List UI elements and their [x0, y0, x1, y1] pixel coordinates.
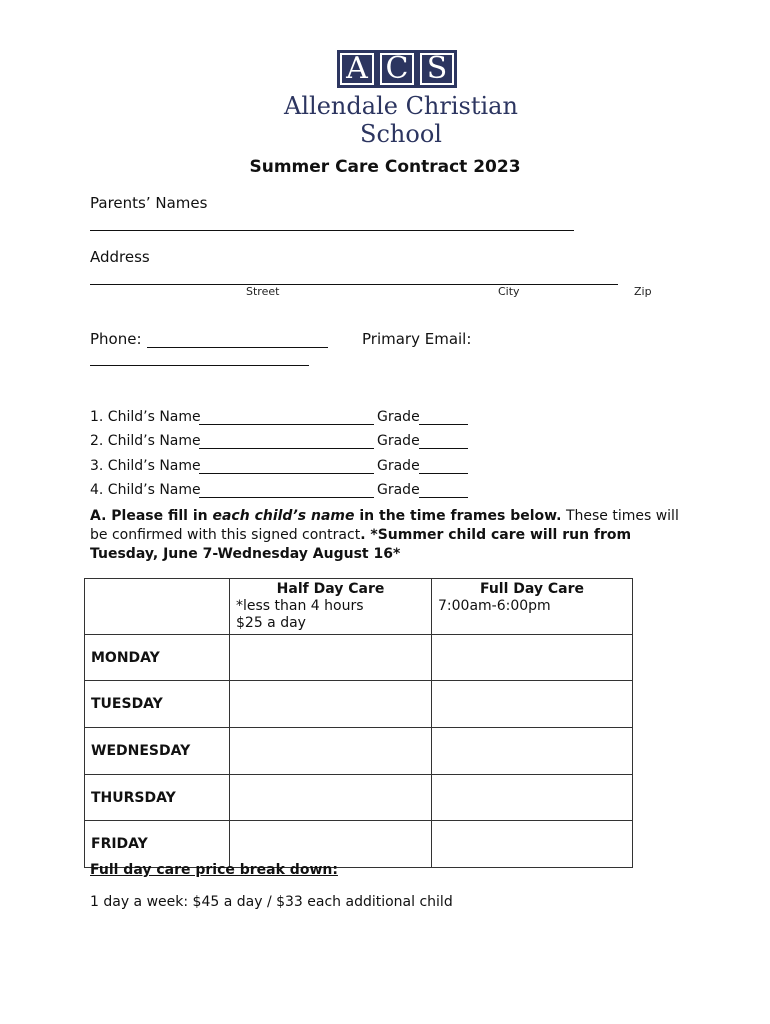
logo-letter-s: S [418, 51, 456, 87]
school-logo [338, 51, 456, 87]
day-label: FRIDAY [85, 821, 230, 868]
child-name-label: 4. Child’s Name [90, 482, 201, 498]
instructions-paragraph [90, 507, 690, 564]
grade-field[interactable] [419, 448, 468, 449]
full-day-cell[interactable] [432, 635, 633, 681]
half-day-cell[interactable] [230, 635, 432, 681]
day-label: THURSDAY [85, 775, 230, 821]
child-row-4 [90, 482, 201, 498]
day-label: WEDNESDAY [85, 728, 230, 775]
child-name-field[interactable] [199, 448, 374, 449]
price-breakdown-heading: Full day care price break down: [90, 862, 338, 878]
half-day-cell[interactable] [230, 775, 432, 821]
email-field[interactable] [90, 365, 309, 366]
child-name-field[interactable] [199, 473, 374, 474]
child-row-3 [90, 458, 201, 474]
table-row [85, 775, 633, 821]
child-name-label: 2. Child’s Name [90, 433, 201, 449]
child-name-label: 3. Child’s Name [90, 458, 201, 474]
full-day-header [432, 579, 633, 635]
instructions-part3: in the time frames below. [354, 508, 562, 524]
instructions-part5: . *Summer child care will run from Tuesday, June 7-Wednesday August 16* [90, 527, 632, 562]
logo-letter-c: C [378, 51, 416, 87]
page-title: Summer Care Contract 2023 [249, 157, 521, 177]
grade-label: Grade [377, 409, 420, 425]
half-day-cell[interactable] [230, 728, 432, 775]
child-name-field[interactable] [199, 497, 374, 498]
table-row [85, 728, 633, 775]
table-row [85, 681, 633, 728]
email-label: Primary Email: [362, 330, 472, 348]
day-label: MONDAY [85, 635, 230, 681]
full-day-cell[interactable] [432, 728, 633, 775]
child-name-field[interactable] [199, 424, 374, 425]
child-row-1 [90, 409, 201, 425]
table-row [85, 821, 633, 868]
full-day-cell[interactable] [432, 821, 633, 868]
schedule-table [84, 578, 633, 868]
half-day-header [230, 579, 432, 635]
phone-label: Phone: [90, 330, 142, 348]
address-label: Address [90, 248, 150, 266]
parents-names-label: Parents’ Names [90, 194, 208, 212]
grade-label: Grade [377, 482, 420, 498]
table-header-row [85, 579, 633, 635]
instructions-part2: each child’s name [212, 508, 355, 524]
logo-letter-a: A [338, 51, 376, 87]
school-name: Allendale Christian School [284, 92, 518, 148]
half-day-note: *less than 4 hours [236, 598, 364, 614]
price-line-1: 1 day a week: $45 a day / $33 each additional child [90, 894, 453, 910]
zip-label: Zip [634, 285, 652, 298]
half-day-title: Half Day Care [276, 581, 385, 597]
day-label: TUESDAY [85, 681, 230, 728]
full-day-hours: 7:00am-6:00pm [438, 598, 551, 614]
grade-field[interactable] [419, 473, 468, 474]
grade-field[interactable] [419, 497, 468, 498]
instructions-part1: A. Please fill in [90, 508, 213, 524]
half-day-cell[interactable] [230, 821, 432, 868]
grade-label: Grade [377, 458, 420, 474]
child-row-2 [90, 433, 201, 449]
phone-field[interactable] [147, 347, 328, 348]
grade-label: Grade [377, 433, 420, 449]
city-label: City [498, 285, 520, 298]
half-day-price: $25 a day [236, 615, 306, 631]
full-day-title: Full Day Care [479, 581, 585, 597]
instructions-part4: These times will be confirmed with this signed contract [90, 508, 679, 543]
parents-names-field[interactable] [90, 230, 574, 231]
blank-header-cell [85, 579, 230, 635]
child-name-label: 1. Child’s Name [90, 409, 201, 425]
table-row [85, 635, 633, 681]
street-label: Street [246, 285, 280, 298]
full-day-cell[interactable] [432, 681, 633, 728]
full-day-cell[interactable] [432, 775, 633, 821]
address-field[interactable] [90, 284, 618, 285]
half-day-cell[interactable] [230, 681, 432, 728]
grade-field[interactable] [419, 424, 468, 425]
